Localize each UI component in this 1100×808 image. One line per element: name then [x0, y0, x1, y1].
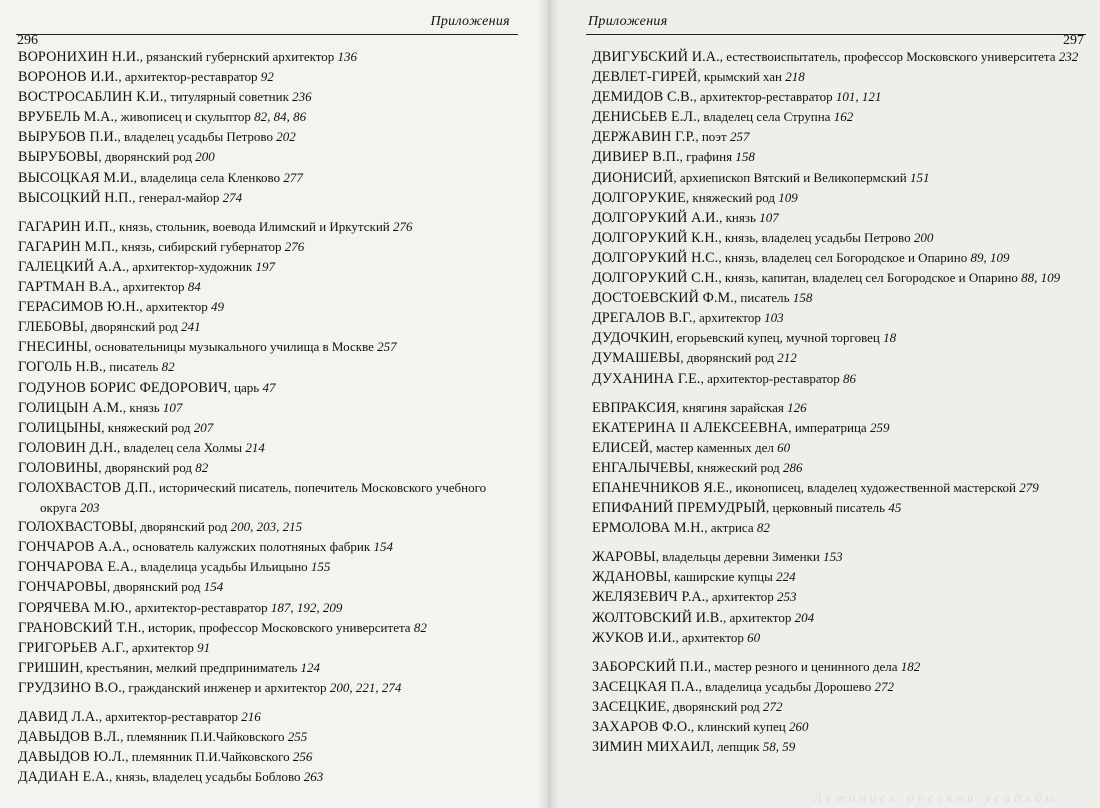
entry-name: ДИОНИСИЙ	[592, 169, 674, 186]
entry-name: ГАЛЕЦКИЙ А.А.	[18, 258, 126, 275]
index-entry	[592, 398, 1097, 418]
index-entry	[592, 328, 1097, 348]
index-entry	[18, 337, 540, 357]
entry-name: ЕВПРАКСИЯ	[592, 399, 676, 416]
header-rule	[16, 34, 518, 35]
index-entry	[18, 557, 540, 577]
index-entry	[592, 438, 1097, 458]
entry-name: ДОСТОЕВСКИЙ Ф.М.	[592, 290, 734, 307]
entry-description: округа	[40, 500, 80, 516]
entry-pages: 207	[193, 419, 214, 435]
entry-description: , иконописец, владелец художественной мастерской	[728, 479, 1020, 495]
index-entry	[592, 47, 1097, 67]
entry-pages: 92	[260, 69, 274, 85]
running-head: Приложения	[430, 14, 510, 29]
entry-pages: 263	[303, 769, 324, 785]
entry-description: , владелица усадьбы Дорошево	[698, 678, 875, 694]
index-entry-continuation	[18, 498, 540, 517]
entry-description: , гражданский инженер и архитектор	[121, 679, 330, 695]
index-entry	[592, 418, 1097, 438]
entry-description: , княжеский род	[685, 189, 779, 205]
entry-pages: 214	[245, 439, 265, 455]
entry-name: ЕПАНЕЧНИКОВ Я.Е.	[592, 479, 729, 496]
entry-name: ДУХАНИНА Г.Е.	[592, 370, 701, 387]
entry-name: ГРИГОРЬЕВ А.Г.	[18, 639, 126, 656]
entry-name: ГОРЯЧЕВА М.Ю.	[18, 599, 129, 616]
index-entry	[592, 248, 1097, 268]
entry-description: , клинский купец	[690, 719, 789, 734]
index-entry	[592, 87, 1097, 107]
entry-description: , дворянский род	[98, 459, 196, 475]
index-entry	[18, 107, 540, 127]
entry-description: , поэт	[695, 129, 730, 145]
entry-pages: 158	[792, 290, 813, 306]
entry-pages: 202	[276, 129, 296, 145]
entry-description: , дворянский род	[106, 579, 204, 595]
entry-description: , лепщик	[710, 739, 763, 755]
entry-name: ДЕМИДОВ С.В.	[592, 89, 694, 106]
entry-pages: 158	[735, 149, 755, 165]
entry-name: ГОГОЛЬ Н.В.	[18, 359, 103, 376]
index-entry	[18, 618, 540, 638]
entry-description: , дворянский род	[666, 698, 764, 714]
index-entry	[18, 517, 540, 537]
entry-pages: 241	[181, 319, 201, 335]
entry-pages: 60	[747, 629, 761, 645]
entry-name: ЖУКОВ И.И.	[592, 629, 676, 646]
entry-pages: 154	[203, 579, 224, 595]
index-entry	[592, 697, 1097, 717]
entry-pages: 277	[283, 169, 303, 185]
entry-name: ГОДУНОВ БОРИС ФЕДОРОВИЧ	[18, 379, 228, 396]
entry-pages: 257	[377, 339, 397, 355]
entry-description: , архитектор-реставратор	[98, 709, 242, 724]
entry-description: , владелица усадьбы Ильицыно	[133, 559, 311, 575]
entry-name: ДАВЫДОВ В.Л.	[18, 729, 121, 746]
entry-description: , архитектор-реставратор	[128, 599, 271, 615]
entry-pages: 103	[764, 310, 784, 326]
entry-name: ЕПИФАНИЙ ПРЕМУДРЫЙ	[592, 500, 767, 517]
entry-pages: 101, 121	[835, 89, 882, 105]
index-entry	[18, 127, 540, 147]
entry-name: ГОНЧАРОВЫ	[18, 579, 107, 596]
index-entry	[592, 107, 1097, 127]
entry-name: ЗИМИН МИХАИЛ	[592, 739, 711, 756]
entry-name: ГЕРАСИМОВ Ю.Н.	[18, 299, 140, 316]
entry-name: ЕЛИСЕЙ	[592, 439, 650, 456]
entry-name: ЗАСЕЦКИЕ	[592, 698, 667, 715]
entry-description: , князь, стольник, воевода Илимский и Иркутский	[112, 218, 394, 234]
entry-description: , рязанский губернский архитектор	[139, 49, 338, 64]
entry-name: ГОЛОВИН Д.Н.	[18, 439, 117, 456]
entry-pages: 162	[833, 109, 854, 125]
entry-name: ГНЕСИНЫ	[18, 339, 89, 356]
entry-pages: 88, 109	[1021, 270, 1061, 286]
entry-name: ДУМАШЕВЫ	[592, 350, 681, 367]
entry-name: ДОЛГОРУКИЙ С.Н.	[592, 270, 719, 287]
entry-pages: 47	[262, 379, 276, 395]
index-entry	[18, 767, 540, 787]
index-entry	[18, 188, 540, 208]
index-entry	[592, 168, 1097, 188]
entry-description: , архитектор-реставратор	[700, 370, 844, 386]
entry-pages: 126	[787, 399, 807, 415]
index-entry	[592, 308, 1097, 328]
index-entry	[592, 228, 1097, 248]
index-entry	[18, 378, 540, 398]
entry-name: ГРАНОВСКИЙ Т.Н.	[18, 619, 142, 636]
entry-description: , естествоиспытатель, профессор Московского университета	[719, 49, 1059, 64]
entry-name: ЗАХАРОВ Ф.О.	[592, 719, 691, 735]
entry-description: , владельцы деревни Зименки	[655, 549, 824, 565]
entry-pages: 212	[777, 350, 797, 366]
entry-pages: 82	[413, 619, 427, 635]
entry-pages: 82, 84, 86	[254, 109, 307, 125]
entry-pages: 109	[778, 189, 798, 205]
entry-description: , владелец села Струпна	[696, 109, 834, 125]
index-entry	[18, 577, 540, 597]
entry-name: ГОНЧАРОВ А.А.	[18, 539, 127, 556]
entry-name: ВРУБЕЛЬ М.А.	[18, 109, 115, 126]
index-entry	[18, 727, 540, 747]
entry-pages: 86	[843, 370, 857, 386]
entry-description: , графиня	[679, 149, 736, 165]
entry-description: , егорьевский купец, мучной торговец	[670, 330, 884, 346]
entry-name: ДУДОЧКИН	[592, 330, 671, 347]
entry-pages: 82	[195, 459, 209, 475]
index-entry	[18, 598, 540, 618]
index-entry	[18, 438, 540, 458]
entry-description: , архитектор-реставратор	[693, 89, 836, 105]
index-entry	[592, 657, 1097, 677]
entry-name: ЖЕЛЯЗЕВИЧ Р.А.	[592, 589, 706, 606]
index-entry	[18, 87, 540, 107]
entry-pages: 84	[187, 279, 201, 295]
index-entry	[18, 47, 540, 67]
entry-name: ЕКАТЕРИНА II АЛЕКСЕЕВНА	[592, 419, 789, 436]
entry-pages: 155	[310, 559, 331, 575]
index-entry	[18, 638, 540, 658]
entry-description: , дворянский род	[680, 350, 778, 366]
index-entry	[592, 567, 1097, 587]
entry-description: , княжеский род	[690, 459, 783, 475]
entry-pages: 82	[161, 359, 175, 375]
entry-name: ГОЛИЦЫНЫ	[18, 419, 102, 436]
entry-pages: 255	[287, 729, 308, 745]
entry-name: ГОЛОХВАСТОВЫ	[18, 519, 134, 536]
page-number: 297	[1063, 33, 1084, 48]
index-entry	[18, 297, 540, 317]
index-entry	[592, 717, 1097, 737]
index-entry	[18, 418, 540, 438]
entry-description: , князь	[719, 209, 760, 225]
index-entry	[18, 147, 540, 167]
index-entry	[592, 608, 1097, 628]
entry-pages: 197	[255, 258, 275, 274]
entry-name: ВЫРУБОВЫ	[18, 149, 99, 166]
entry-pages: 276	[284, 238, 305, 254]
entry-pages: 253	[776, 589, 797, 605]
entry-description: , владелица села Кленково	[133, 169, 284, 185]
entry-pages: 236	[292, 89, 312, 105]
entry-description: , князь, сибирский губернатор	[114, 238, 285, 254]
entry-pages: 203	[80, 500, 100, 516]
entry-description: , дворянский род	[84, 319, 182, 335]
entry-name: ЖДАНОВЫ	[592, 569, 668, 586]
header-rule	[586, 34, 1086, 35]
index-entry	[18, 357, 540, 377]
index-entry	[18, 277, 540, 297]
entry-description: , церковный писатель	[766, 500, 889, 516]
entry-description: , исторический писатель, попечитель Московского учебного	[152, 479, 487, 495]
entry-pages: 257	[729, 129, 750, 145]
index-entries	[18, 47, 540, 787]
entry-description: , мастер каменных дел	[649, 439, 778, 455]
entry-description: , мастер резного и ценинного дела	[707, 658, 901, 674]
entry-name: ДРЕГАЛОВ В.Г.	[592, 310, 693, 327]
entry-pages: 82	[756, 520, 770, 536]
page-number: 296	[17, 33, 38, 48]
entry-description: , царь	[227, 379, 263, 395]
entry-name: ДЕНИСЬЕВ Е.Л.	[592, 109, 697, 126]
index-entry	[18, 658, 540, 678]
index-entry	[18, 237, 540, 257]
entry-pages: 224	[776, 569, 796, 585]
entry-description: , архитектор	[116, 279, 188, 295]
entry-pages: 286	[782, 459, 803, 475]
entry-pages: 154	[373, 539, 393, 555]
entry-name: ДВИГУБСКИЙ И.А.	[592, 49, 720, 65]
entry-pages: 200, 203, 215	[230, 519, 303, 535]
entry-name: ВОСТРОСАБЛИН К.И.	[18, 89, 164, 106]
entry-pages: 260	[788, 719, 809, 734]
entry-name: ДАВЫДОВ Ю.Л.	[18, 749, 126, 766]
index-entry	[18, 458, 540, 478]
entry-pages: 107	[759, 209, 779, 225]
entry-description: , историк, профессор Московского университета	[141, 619, 414, 635]
entry-pages: 187, 192, 209	[270, 599, 343, 615]
index-entry	[592, 147, 1097, 167]
entry-name: ГЛЕБОВЫ	[18, 319, 85, 336]
entry-description: , дворянский род	[98, 149, 196, 165]
index-entry	[592, 677, 1097, 697]
index-entry	[592, 369, 1097, 389]
entry-description: , племянник П.И.Чайковского	[120, 729, 288, 745]
entry-description: , владелец усадьбы Петрово	[117, 129, 277, 145]
index-entry	[592, 628, 1097, 648]
entry-description: , архитектор	[692, 310, 765, 326]
entry-name: ДЕРЖАВИН Г.Р.	[592, 129, 696, 146]
entry-pages: 259	[869, 419, 890, 435]
entry-description: , архитектор-художник	[125, 258, 256, 274]
entry-pages: 272	[874, 678, 894, 694]
entry-pages: 204	[794, 609, 815, 625]
index-entry	[18, 537, 540, 557]
entry-description: , генерал-майор	[132, 189, 223, 205]
entry-description: , архитектор	[139, 299, 211, 315]
entry-pages: 216	[241, 709, 261, 724]
index-entry	[592, 478, 1097, 498]
index-entry	[592, 587, 1097, 607]
entry-name: ГАГАРИН М.П.	[18, 238, 115, 255]
entry-description: , князь, капитан, владелец сел Богородское и Опарино	[718, 270, 1022, 286]
entry-description: , архитектор	[722, 609, 795, 625]
entry-name: ЕРМОЛОВА М.Н.	[592, 520, 705, 537]
entry-pages: 200, 221, 274	[329, 679, 402, 695]
entry-description: , князь, владелец сел Богородское и Опарино	[718, 249, 971, 265]
entry-pages: 18	[883, 330, 897, 346]
entry-pages: 200	[195, 149, 215, 165]
entry-name: ГОЛИЦЫН А.М.	[18, 399, 123, 416]
entry-pages: 60	[777, 439, 791, 455]
index-entry	[18, 478, 540, 498]
right-page	[548, 0, 1100, 808]
entry-pages: 218	[785, 69, 805, 85]
entry-pages: 49	[210, 299, 224, 315]
entry-pages: 256	[292, 749, 313, 765]
entry-description: , актриса	[704, 520, 757, 536]
entry-pages: 136	[337, 49, 358, 64]
entry-name: ЖОЛТОВСКИЙ И.В.	[592, 609, 723, 626]
entry-name: ДОЛГОРУКИЙ А.И.	[592, 209, 720, 226]
book-gutter	[538, 0, 560, 808]
entry-description: , крестьянин, мелкий предприниматель	[79, 659, 301, 675]
entry-name: ВЫСОЦКИЙ Н.П.	[18, 189, 133, 206]
entry-name: ДОЛГОРУКИЕ	[592, 189, 686, 206]
entry-description: , племянник П.И.Чайковского	[125, 749, 293, 765]
entry-description: , архитектор	[705, 589, 777, 605]
entry-description: , архитектор	[125, 639, 198, 655]
index-entry	[18, 678, 540, 698]
entry-description: , каширские купцы	[667, 569, 777, 585]
index-entry	[18, 67, 540, 87]
entry-description: , архитектор-реставратор	[118, 69, 261, 85]
entry-description: , живописец и скульптор	[114, 109, 255, 125]
index-entry	[592, 348, 1097, 368]
index-entry	[18, 317, 540, 337]
entry-description: , князь, владелец усадьбы Петрово	[718, 229, 914, 245]
entry-pages: 58, 59	[762, 739, 796, 755]
entry-name: ДАДИАН Е.А.	[18, 769, 109, 786]
entry-name: ЖАРОВЫ	[592, 549, 656, 566]
entry-description: , князь	[122, 399, 163, 415]
entry-description: , основательницы музыкального училища в Москве	[88, 339, 378, 355]
entry-name: ГАРТМАН В.А.	[18, 279, 117, 296]
entry-name: ДОЛГОРУКИЙ Н.С.	[592, 249, 719, 266]
index-entry	[592, 288, 1097, 308]
entry-description: , писатель	[733, 290, 793, 306]
index-entry	[18, 398, 540, 418]
entry-pages: 89, 109	[970, 249, 1010, 265]
entry-pages: 200	[913, 229, 934, 245]
entry-name: ВОРОНИХИН Н.И.	[18, 49, 140, 65]
entry-description: , княгиня зарайская	[675, 399, 788, 415]
entry-name: ВОРОНОВ И.И.	[18, 69, 119, 86]
footer-watermark: Летопись русской усадьбы	[813, 790, 1059, 805]
index-entry	[592, 518, 1097, 538]
entry-pages: 232	[1058, 49, 1079, 64]
index-entry	[18, 217, 540, 237]
entry-description: , писатель	[102, 359, 162, 375]
entry-name: ЗАСЕЦКАЯ П.А.	[592, 678, 699, 695]
entry-description: , дворянский род	[133, 519, 231, 535]
entry-name: ГРИШИН	[18, 659, 80, 676]
entry-pages: 153	[823, 549, 843, 565]
entry-pages: 91	[197, 639, 211, 655]
left-page	[0, 0, 548, 808]
entry-description: , князь, владелец усадьбы Боблово	[109, 769, 304, 785]
index-entry	[592, 67, 1097, 87]
index-entries	[592, 47, 1097, 757]
entry-name: ЗАБОРСКИЙ П.И.	[592, 658, 708, 675]
entry-name: ДИВИЕР В.П.	[592, 149, 680, 166]
entry-name: ГАГАРИН И.П.	[18, 218, 113, 235]
entry-name: ДОЛГОРУКИЙ К.Н.	[592, 229, 719, 246]
entry-description: , императрица	[788, 419, 870, 435]
entry-name: ГОНЧАРОВА Е.А.	[18, 559, 134, 576]
entry-pages: 124	[300, 659, 321, 675]
running-head: Приложения	[588, 14, 668, 29]
entry-pages: 276	[393, 218, 413, 234]
index-entry	[18, 747, 540, 767]
index-entry	[592, 458, 1097, 478]
entry-description: , основатель калужских полотняных фабрик	[126, 539, 374, 555]
index-entry	[592, 127, 1097, 147]
index-entry	[592, 498, 1097, 518]
entry-pages: 279	[1019, 479, 1039, 495]
entry-description: , крымский хан	[697, 69, 786, 85]
entry-pages: 107	[162, 399, 183, 415]
entry-description: , княжеский род	[101, 419, 194, 435]
entry-name: ЕНГАЛЫЧЕВЫ	[592, 459, 691, 476]
entry-pages: 272	[763, 698, 783, 714]
entry-description: , архиепископ Вятский и Великопермский	[673, 169, 910, 185]
entry-pages: 151	[909, 169, 930, 185]
entry-name: ГОЛОХВАСТОВ Д.П.	[18, 479, 153, 496]
entry-pages: 274	[222, 189, 243, 205]
entry-name: ДЕВЛЕТ-ГИРЕЙ	[592, 69, 698, 86]
entry-name: ДАВИД Л.А.	[18, 709, 99, 725]
entry-name: ГОЛОВИНЫ	[18, 459, 99, 476]
entry-pages: 182	[900, 658, 921, 674]
entry-name: ВЫСОЦКАЯ М.И.	[18, 169, 134, 186]
index-entry	[592, 208, 1097, 228]
index-entry	[592, 188, 1097, 208]
index-entry	[18, 257, 540, 277]
index-entry	[592, 737, 1097, 757]
entry-pages: 45	[888, 500, 902, 516]
index-entry	[18, 707, 540, 727]
index-entry	[592, 547, 1097, 567]
entry-name: ВЫРУБОВ П.И.	[18, 129, 118, 146]
entry-description: , титулярный советник	[163, 89, 293, 105]
entry-name: ГРУДЗИНО В.О.	[18, 679, 122, 696]
index-entry	[18, 168, 540, 188]
index-entry	[592, 268, 1097, 288]
entry-description: , архитектор	[675, 629, 748, 645]
entry-description: , владелец села Холмы	[116, 439, 246, 455]
